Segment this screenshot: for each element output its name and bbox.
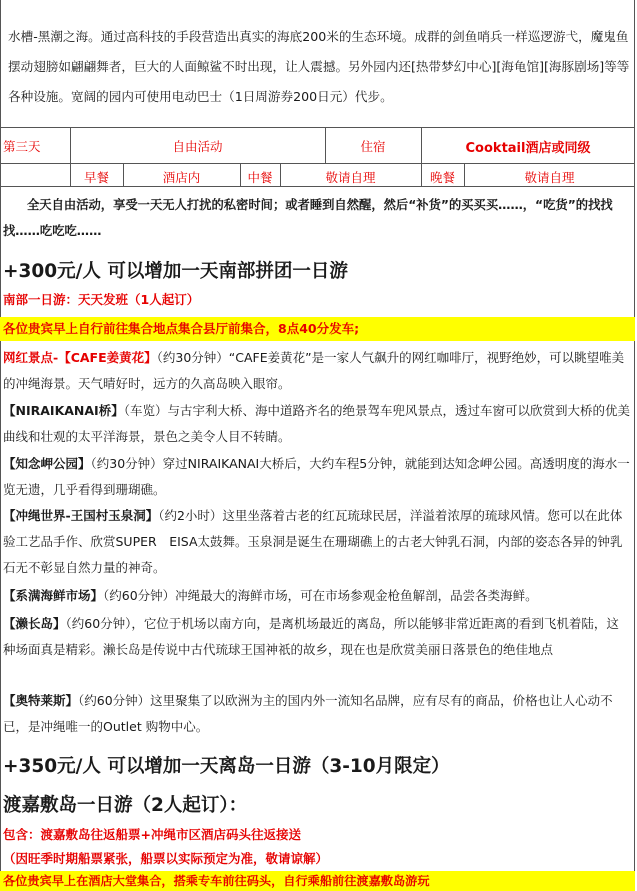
spot-title: 网红景点-【CAFE姜黄花】 bbox=[3, 350, 157, 365]
hotel-value: Cooktail酒店或同级 bbox=[465, 141, 591, 156]
dinner-label: 晚餐 bbox=[429, 170, 455, 185]
lunch-label: 中餐 bbox=[247, 170, 273, 185]
spot-text: （约60分钟）冲绳最大的海鲜市场，可在市场参观金枪鱼解剖，品尝各类海鲜。 bbox=[103, 588, 538, 603]
spot-title: 【濑长岛】 bbox=[3, 616, 66, 631]
table-row-divider bbox=[0, 163, 635, 164]
free-day-text: 全天自由活动，享受一天无人打扰的私密时间；或者睡到自然醒，然后“补货”的买买买……，“吃货”的找找找……吃吃吃…… bbox=[3, 198, 613, 238]
stay-label: 住宿 bbox=[360, 139, 386, 154]
spot-title: 【知念岬公园】 bbox=[3, 456, 91, 471]
spot-bridge bbox=[3, 398, 631, 450]
spot-park bbox=[3, 451, 631, 503]
spot-text: （约30分钟）穿过NIRAIKANAI大桥后，大约车程5分钟，就能到达知念岬公园。高透明度的海水一览无遗，几乎看得到珊瑚礁。 bbox=[3, 456, 630, 497]
table-bottom-border bbox=[0, 186, 635, 187]
spot-title: 【系满海鲜市场】 bbox=[3, 588, 104, 603]
spot-text: （约30分钟）“CAFE姜黄花”是一家人气飙升的网红咖啡厅，视野绝妙，可以眺望唯美的冲绳海景。天气晴好时，远方的久高岛映入眼帘。 bbox=[3, 350, 625, 391]
spot-text: （约2小时）这里坐落着古老的红瓦琉球民居，洋溢着浓厚的琉球风情。您可以在此体验工艺品手作、欣赏SUPER EISA太鼓舞。玉泉洞是诞生在珊瑚礁上的古老大钟乳石洞，内部的姿态各异的钟乳石无不彰显自然力量的神奇。 bbox=[3, 508, 623, 575]
breakfast-label: 早餐 bbox=[83, 170, 109, 185]
south-tour-subtitle: 南部一日游：天天发班（1人起订） bbox=[3, 292, 200, 307]
dinner-value: 敬请自理 bbox=[524, 170, 575, 185]
lunch-value: 敬请自理 bbox=[325, 170, 376, 185]
south-tour-meeting: 各位贵宾早上自行前往集合地点集合县厅前集合，8点40分发车; bbox=[0, 317, 635, 341]
spot-title: 【冲绳世界-王国村玉泉洞】 bbox=[3, 508, 159, 523]
spot-cafe bbox=[3, 345, 631, 397]
island-tour-subtitle: 渡嘉敷岛一日游（2人起订）： bbox=[3, 795, 248, 816]
spot-title: 【NIRAIKANAI桥】 bbox=[3, 403, 124, 418]
intro-paragraph: 水槽-黑潮之海。通过高科技的手段营造出真实的海底200米的生态环境。成群的剑鱼哨兵一样巡逻游弋，魔鬼鱼摆动翅膀如翩翩舞者，巨大的人面鲸鲨不时出现，让人震撼。另外园内还[热带梦幻中心][海龟馆][海豚剧场]等等各种设施。宽阔的园内可使用电动巴士（1日周游券200日元）代步。 bbox=[8, 29, 630, 104]
spot-text: （约60分钟）这里聚集了以欧洲为主的国内外一流知名品牌，应有尽有的商品，价格也让人心动不已，是冲绳唯一的Outlet 购物中心。 bbox=[3, 693, 613, 734]
breakfast-value: 酒店内 bbox=[162, 170, 201, 185]
island-tour-note: （因旺季时期船票紧张，船票以实际预定为准，敬请谅解） bbox=[3, 851, 329, 866]
spot-outlet bbox=[3, 688, 631, 740]
spot-senaga-island bbox=[3, 611, 631, 663]
island-tour-heading: +350元/人 可以增加一天离岛一日游（3-10月限定） bbox=[3, 756, 450, 777]
island-tour-includes: 包含：渡嘉敷岛往返船票+冲绳市区酒店码头往返接送 bbox=[3, 827, 301, 842]
island-tour-meeting: 各位贵宾早上在酒店大堂集合，搭乘专车前往码头，自行乘船前往渡嘉敷岛游玩 bbox=[0, 871, 635, 891]
activity-value: 自由活动 bbox=[172, 139, 223, 154]
spot-title: 【奥特莱斯】 bbox=[3, 693, 79, 708]
spot-text: （约60分钟），它位于机场以南方向，是离机场最近的离岛，所以能够非常近距离的看到飞机着陆，这种场面真是精彩。濑长岛是传说中古代琉球王国神祇的故乡，现在也是欣赏美丽日落景色的绝佳地点 bbox=[3, 616, 619, 657]
spot-fish-market bbox=[3, 583, 631, 609]
table-top-border bbox=[0, 127, 635, 128]
spot-text: （车览）与古宇利大桥、海中道路齐名的绝景驾车兜风景点，透过车窗可以欣赏到大桥的优美曲线和壮观的太平洋海景，景色之美令人目不转睛。 bbox=[3, 403, 630, 444]
spot-okinawa-world bbox=[3, 503, 631, 581]
day-label: 第三天 bbox=[3, 139, 41, 154]
south-tour-heading: +300元/人 可以增加一天南部拼团一日游 bbox=[3, 261, 348, 282]
